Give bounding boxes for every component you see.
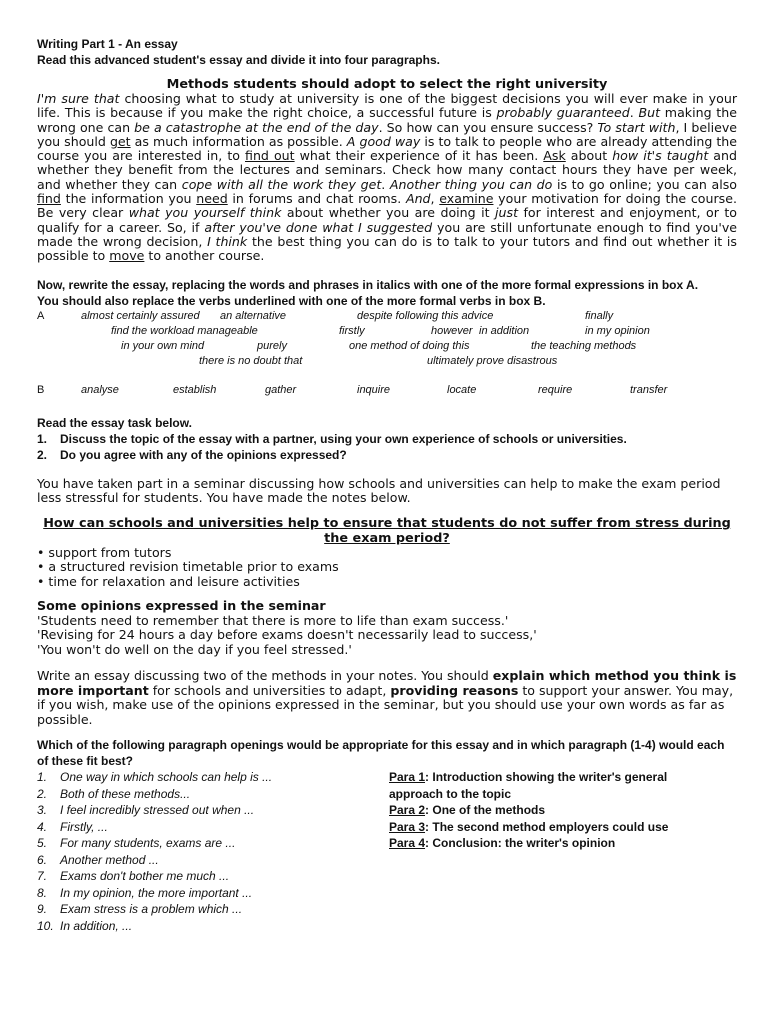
underlined-verb: Ask bbox=[543, 148, 566, 164]
note-bullet: • a structured revision timetable prior to exams bbox=[37, 559, 339, 575]
essay-text: . bbox=[629, 105, 639, 121]
essay-text: and whether they benefit from the lectures and seminars. Check how many contact hours they have per week, and whether they can bbox=[37, 148, 737, 192]
box-b-verb: analyse bbox=[81, 383, 119, 396]
box-b bbox=[37, 384, 737, 399]
italic-phrase: Another thing you can do bbox=[389, 176, 553, 192]
box-a-phrase: firstly bbox=[339, 324, 365, 337]
essay-text: . bbox=[381, 176, 390, 192]
box-a-phrase: in your own mind bbox=[121, 339, 205, 352]
essay-text: is to go online; you can also bbox=[552, 176, 738, 192]
box-a-phrase: however bbox=[431, 324, 473, 337]
essay-text: for interest and enjoyment, or to qualify for a career. So, if bbox=[37, 205, 737, 235]
seminar-question: How can schools and universities help to ensure that students do not suffer from stress during the exam period? bbox=[43, 515, 731, 546]
openings-list bbox=[37, 769, 377, 934]
box-b-verb: transfer bbox=[630, 383, 668, 396]
writing-task: Write an essay discussing two of the methods in your notes. You should explain which method you think is more important for schools and universities to adapt, providing reasons to support your answer. You may, if you wish, make use of the opinions expressed in the seminar, but you should use your own words as far as possible. bbox=[37, 668, 737, 727]
opening-item: 1. One way in which schools can help is ... bbox=[37, 770, 273, 785]
essay-text: , bbox=[430, 191, 440, 207]
note-bullet: • time for relaxation and leisure activities bbox=[37, 573, 300, 589]
italic-phrase: A good way bbox=[346, 133, 421, 149]
essay-text: as much information as possible. bbox=[130, 133, 347, 149]
italic-phrase: what you yourself think bbox=[128, 205, 282, 221]
opening-item: 4. Firstly, ... bbox=[37, 819, 108, 834]
essay-text: about bbox=[565, 148, 613, 164]
opinions-heading: Some opinions expressed in the seminar bbox=[37, 598, 326, 614]
essay-text: to another course. bbox=[144, 248, 265, 264]
box-a-phrase: in addition bbox=[479, 324, 530, 337]
underlined-verb: move bbox=[109, 248, 145, 264]
box-b-verb: inquire bbox=[357, 383, 391, 396]
task-item: 1. Discuss the topic of the essay with a partner, using your own experience of schools or universities. bbox=[37, 431, 627, 446]
opening-item: 3. I feel incredibly stressed out when ... bbox=[37, 803, 255, 818]
box-a-phrase: there is no doubt that bbox=[199, 354, 303, 367]
underlined-verb: find bbox=[37, 191, 61, 207]
essay-text: in forums and chat rooms. bbox=[227, 191, 406, 207]
task-heading: Read the essay task below. bbox=[37, 415, 192, 430]
italic-phrase: I'm sure that bbox=[37, 91, 120, 106]
italic-phrase: just bbox=[495, 205, 519, 221]
rewrite-instruction-1: Now, rewrite the essay, replacing the words and phrases in italics with one of the more formal expressions in box A. bbox=[37, 277, 699, 292]
box-b-verb: locate bbox=[447, 383, 477, 396]
worksheet-title: Writing Part 1 - An essay bbox=[37, 37, 178, 51]
underlined-verb: find out bbox=[245, 148, 295, 164]
essay-text: the best thing you can do is to talk to your tutors and find out whether it is possible to bbox=[37, 233, 737, 264]
paragraph-item: Para 2: One of the methods bbox=[389, 803, 546, 818]
italic-phrase: I think bbox=[207, 233, 248, 249]
box-b-label: B bbox=[37, 383, 45, 396]
underlined-verb: need bbox=[196, 191, 228, 207]
essay-text: . So how can you ensure success? bbox=[378, 119, 598, 135]
note-bullet: • support from tutors bbox=[37, 544, 172, 560]
italic-phrase: cope with all the work they get bbox=[181, 176, 382, 192]
box-a-phrase: the teaching methods bbox=[531, 339, 637, 352]
italic-phrase: To start with bbox=[597, 119, 676, 135]
essay-body bbox=[37, 92, 737, 264]
task-item: 2. Do you agree with any of the opinions expressed? bbox=[37, 447, 347, 462]
opening-item: 9. Exam stress is a problem which ... bbox=[37, 902, 243, 917]
worksheet-page bbox=[37, 36, 737, 939]
box-b-verb: require bbox=[538, 383, 573, 396]
rewrite-instruction-2: You should also replace the verbs underlined with one of the more formal verbs in box B. bbox=[37, 293, 546, 308]
paragraph-list bbox=[389, 769, 689, 852]
worksheet-instruction: Read this advanced student's essay and divide it into four paragraphs. bbox=[37, 53, 440, 67]
paragraph-item: Para 1: Introduction showing the writer's general approach to the topic bbox=[389, 770, 668, 801]
openings-question: Which of the following paragraph openings would be appropriate for this essay and in which paragraph (1-4) would each of these fit best? bbox=[37, 738, 725, 769]
openings-section bbox=[37, 769, 737, 939]
paragraph-item: Para 4: Conclusion: the writer's opinion bbox=[389, 836, 616, 851]
box-a-phrase: an alternative bbox=[220, 309, 287, 322]
essay-text: your motivation for doing the course. Be very clear bbox=[37, 191, 737, 221]
seminar-intro: You have taken part in a seminar discussing how schools and universities can help to make the exam period less stressful for students. You have made the notes below. bbox=[37, 475, 721, 506]
opening-item: 7. Exams don't bother me much ... bbox=[37, 869, 230, 884]
opening-item: 10. In addition, ... bbox=[37, 918, 133, 933]
essay-text: is to talk to people who are already attending the course you are interested in, to bbox=[37, 133, 738, 164]
essay-text: what their experience of it has been. bbox=[294, 148, 544, 164]
italic-phrase: probably guaranteed bbox=[496, 105, 630, 121]
box-a bbox=[37, 310, 737, 370]
opinion-quote: 'You won't do well on the day if you feel stressed.' bbox=[37, 641, 352, 657]
italic-phrase: after you've done what I suggested bbox=[204, 219, 433, 235]
box-b-verb: establish bbox=[173, 383, 217, 396]
essay-text: making the wrong one can bbox=[37, 105, 737, 135]
box-a-phrase: one method of doing this bbox=[349, 339, 470, 352]
opening-item: 2. Both of these methods... bbox=[37, 786, 191, 801]
box-a-phrase: find the workload manageable bbox=[111, 324, 258, 337]
box-a-phrase: almost certainly assured bbox=[81, 309, 200, 322]
opinion-quote: 'Students need to remember that there is more to life than exam success.' bbox=[37, 612, 509, 628]
essay-title: Methods students should adopt to select the right university bbox=[166, 77, 608, 92]
essay-text: about whether you are doing it bbox=[281, 205, 496, 221]
box-b-verb: gather bbox=[265, 383, 297, 396]
underlined-verb: examine bbox=[439, 191, 494, 207]
italic-phrase: And bbox=[405, 191, 431, 207]
box-a-label: A bbox=[37, 309, 45, 322]
underlined-verb: get bbox=[109, 133, 131, 149]
box-a-phrase: ultimately prove disastrous bbox=[427, 354, 558, 367]
essay-text: choosing what to study at university is one of the biggest decisions you will ever make in your life. This is because if you make the right choice, a successful future is bbox=[37, 91, 737, 121]
box-a-phrase: despite following this advice bbox=[357, 309, 494, 322]
box-a-phrase: finally bbox=[585, 309, 614, 322]
opinion-quote: 'Revising for 24 hours a day before exams doesn't necessarily lead to success,' bbox=[37, 627, 537, 643]
italic-phrase: But bbox=[638, 105, 661, 121]
box-a-phrase: in my opinion bbox=[585, 324, 650, 337]
italic-phrase: how it's taught bbox=[612, 148, 709, 164]
essay-text: the information you bbox=[60, 191, 197, 207]
essay-text: , I believe you should bbox=[37, 119, 738, 149]
paragraph-item: Para 3: The second method employers could use bbox=[389, 819, 669, 834]
opening-item: 5. For many students, exams are ... bbox=[37, 836, 236, 851]
box-a-phrase: purely bbox=[257, 339, 287, 352]
italic-phrase: be a catastrophe at the end of the day bbox=[134, 119, 379, 135]
opening-item: 8. In my opinion, the more important ... bbox=[37, 885, 253, 900]
essay-text: you are still unfortunate enough to find you've made the wrong decision, bbox=[37, 219, 738, 249]
opening-item: 6. Another method ... bbox=[37, 852, 159, 867]
